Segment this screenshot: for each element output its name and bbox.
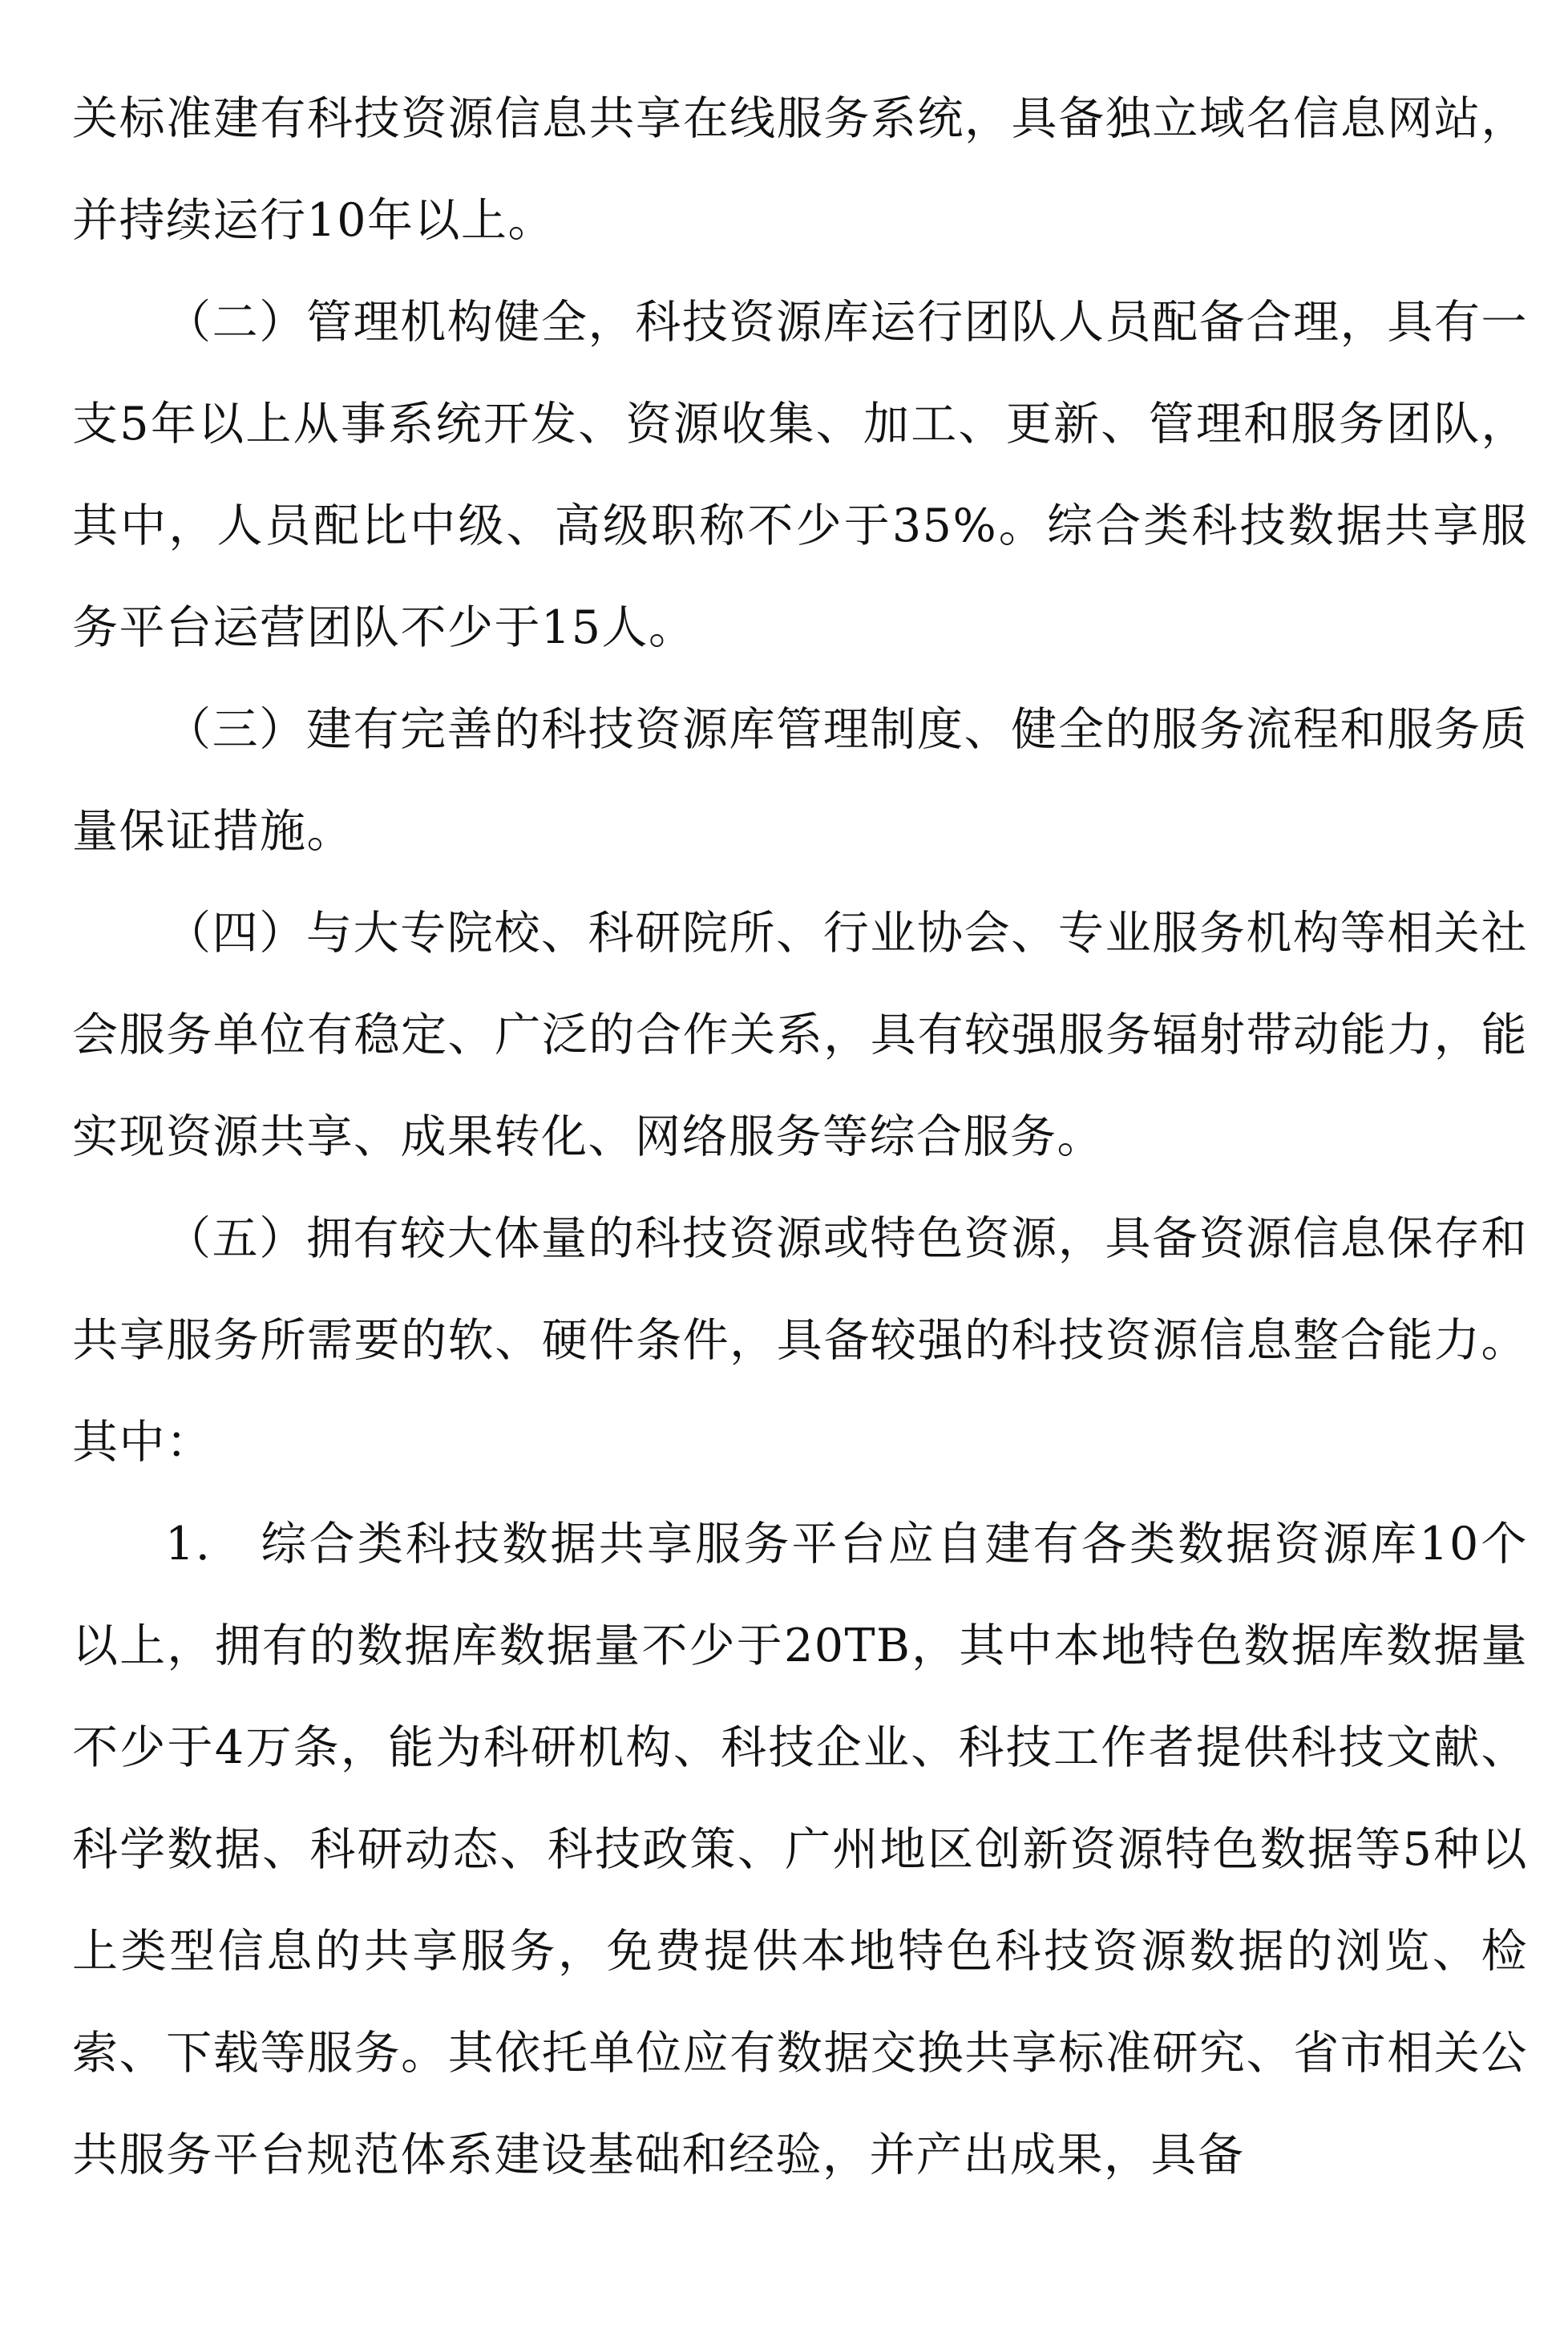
paragraph-item-3: （三）建有完善的科技资源库管理制度、健全的服务流程和服务质量保证措施。 bbox=[72, 703, 1528, 858]
paragraph-continuation: 关标准建有科技资源信息共享在线服务系统，具备独立域名信息网站，并持续运行10年以上。 bbox=[72, 92, 1528, 247]
paragraph-item-5-1: 1. 综合类科技数据共享服务平台应自建有各类数据资源库10个以上，拥有的数据库数据量不少于20TB，其中本地特色数据库数据量不少于4万条，能为科研机构、科技企业、科技工作者提供科技文献、科学数据、科研动态、科技政策、广州地区创新资源特色数据等5种以上类型信息的共享服务，免费提供本地特色科技资源数据的浏览、检索、下载等服务。其依托单位应有数据交换共享标准研究、省市相关公共服务平台规范体系建设基础和经验，并产出成果，具备 bbox=[72, 1518, 1528, 2181]
paragraph-item-2: （二）管理机构健全，科技资源库运行团队人员配备合理，具有一支5年以上从事系统开发、资源收集、加工、更新、管理和服务团队，其中，人员配比中级、高级职称不少于35%。综合类科技数据共享服务平台运营团队不少于15人。 bbox=[72, 296, 1528, 654]
paragraph-item-4: （四）与大专院校、科研院所、行业协会、专业服务机构等相关社会服务单位有稳定、广泛的合作关系，具有较强服务辐射带动能力，能实现资源共享、成果转化、网络服务等综合服务。 bbox=[72, 907, 1528, 1163]
paragraph-item-5: （五）拥有较大体量的科技资源或特色资源，具备资源信息保存和共享服务所需要的软、硬件条件，具备较强的科技资源信息整合能力。其中： bbox=[72, 1212, 1528, 1469]
